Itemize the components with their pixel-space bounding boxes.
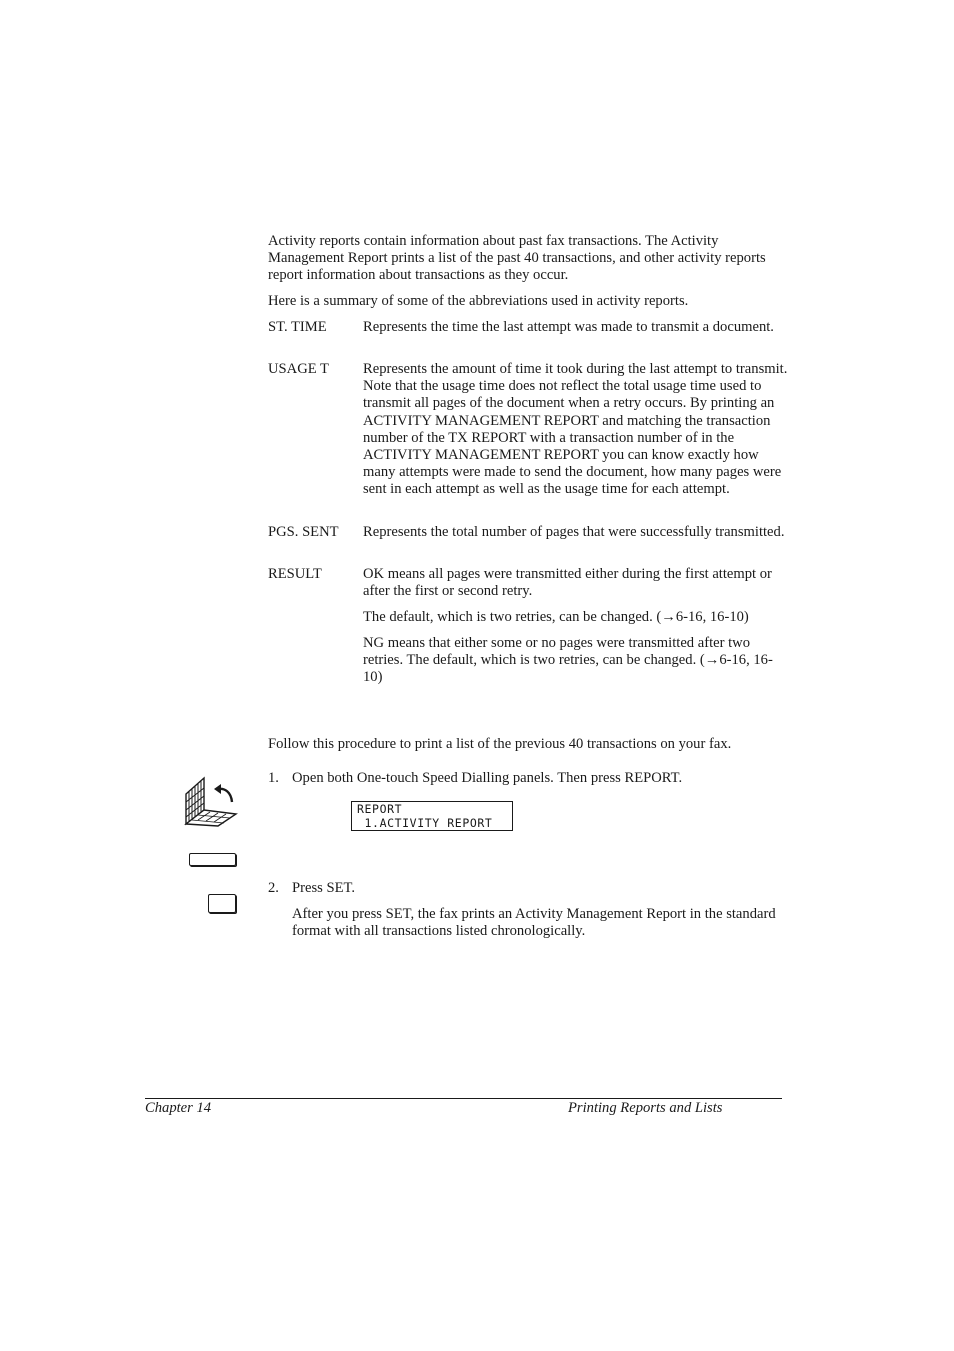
- set-key-icon: [208, 894, 236, 913]
- footer-chapter: Chapter 14: [145, 1100, 212, 1116]
- step-1-number: 1.: [268, 770, 279, 786]
- footer-section-title: Printing Reports and Lists: [568, 1100, 723, 1116]
- step-2-number: 2.: [268, 880, 279, 896]
- step-2-detail: After you press SET, the fax prints an Activity Management Report in the standard format with all transactions listed chronologically.: [292, 906, 776, 940]
- step-2-text: Press SET.: [292, 880, 355, 896]
- result-ng-note: NG means that either some or no pages were transmitted after two retries. The default, which is two retries, can be changed. (→6-16, 16-10): [363, 635, 773, 686]
- lcd-line-1: REPORT: [357, 802, 403, 816]
- intro-paragraph: Activity reports contain information about past fax transactions. The Activity Management Report prints a list of the past 40 transactions, and other activity reports report information about transactions as they occur.: [268, 233, 766, 284]
- report-key-icon: [189, 853, 236, 866]
- abbreviations-intro: Here is a summary of some of the abbreviations used in activity reports.: [268, 293, 689, 309]
- lcd-display: [351, 801, 513, 831]
- abbr-def-pgs-sent: Represents the total number of pages that were successfully transmitted.: [363, 524, 785, 540]
- abbr-term-result: RESULT: [268, 566, 322, 582]
- procedure-intro: Follow this procedure to print a list of the previous 40 transactions on your fax.: [268, 736, 732, 752]
- result-default-note: The default, which is two retries, can be changed. (→6-16, 16-10): [363, 609, 749, 625]
- abbr-term-st-time: ST. TIME: [268, 319, 327, 335]
- abbr-term-pgs-sent: PGS. SENT: [268, 524, 339, 540]
- one-touch-panel-icon: [184, 776, 240, 828]
- footer-rule: [145, 1098, 782, 1099]
- abbr-def-result: OK means all pages were transmitted either during the first attempt or after the first or second retry.: [363, 566, 772, 600]
- abbr-def-st-time: Represents the time the last attempt was made to transmit a document.: [363, 319, 774, 335]
- step-1-text: Open both One-touch Speed Dialling panels. Then press REPORT.: [292, 770, 683, 786]
- lcd-line-2: 1.ACTIVITY REPORT: [357, 815, 493, 830]
- abbr-term-usage-t: USAGE T: [268, 361, 329, 377]
- abbr-def-usage-t: Represents the amount of time it took during the last attempt to transmit. Note that the usage time does not reflect the total usage time used to transmit all pages of the document when a retry occurs. By printing an ACTIVITY MANAGEMENT REPORT and matching the transaction number of the TX REPORT with a transaction number of in the ACTIVITY MANAGEMENT REPORT you can know exactly how many attempts were made to send the document, how many pages were sent in each attempt as well as the usage time for each attempt.: [363, 361, 788, 498]
